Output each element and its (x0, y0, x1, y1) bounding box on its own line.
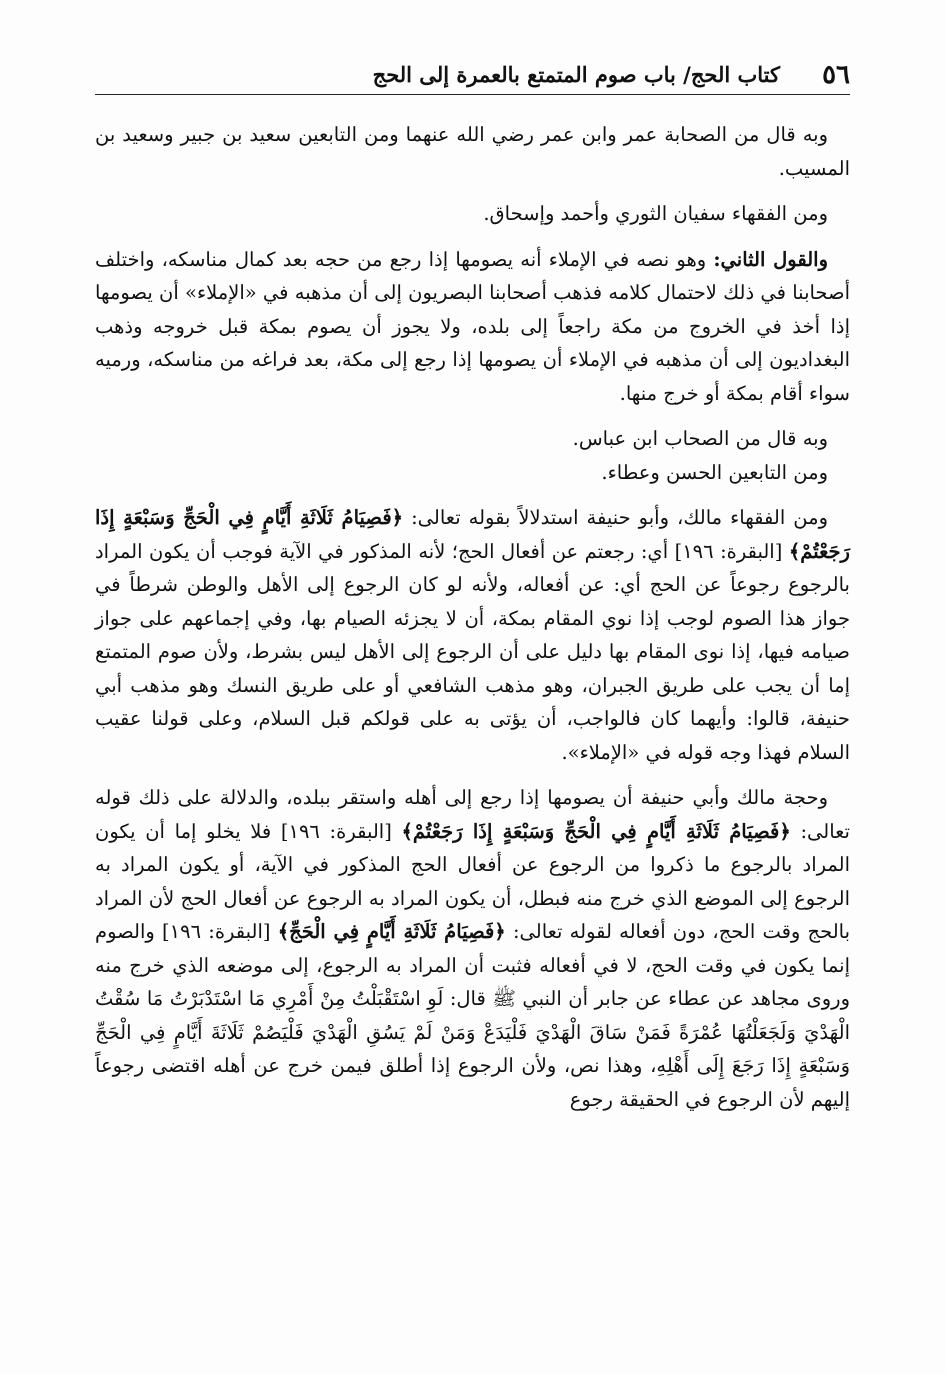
paragraph-text: ، وهذا نص، ولأن الرجوع إذا أطلق فيمن خرج عن أهله اقتضى رجوعاً إليهم لأن الرجوع في الحقيقة رجوع (95, 1054, 850, 1111)
second-opinion-label: والقول الثاني: (713, 247, 829, 271)
paragraph-text: ومن الفقهاء مالك، وأبو حنيفة استدلالاً بقوله تعالى: (403, 506, 828, 529)
paragraph-2 (95, 197, 850, 231)
paragraph-text: وحجة مالك وأبي حنيفة أن يصومها إذا رجع إلى أهله واستقر ببلده، والدلالة على ذلك قوله تعالى: (95, 786, 850, 843)
paragraph-text: وبه قال من الصحابة عمر وابن عمر رضي الله عنهما ومن التابعين سعيد بن جبير وسعيد بن المسيب. (95, 123, 850, 180)
paragraph-text: [البقرة: ١٩٦] فلا يخلو إما أن يكون المراد بالرجوع ما ذكروا من الرجوع عن أفعال الحج المذكور في الآية، أو يكون المراد به الرجوع إلى الموضع الذي خرج منه فبطل، أن يكون المراد به الرجوع عن أفعال الحج لأن المراد بالحج وقت الحج، دون أفعاله لقوله تعالى: (95, 819, 851, 943)
paragraph-text: ومن التابعين الحسن وعطاء. (601, 460, 828, 484)
paragraph-text: وهو نصه في الإملاء أنه يصومها إذا رجع من حجه بعد كمال مناسكه، واختلف أصحابنا في ذلك لاحتمال كلامه فذهب أصحابنا البصريون إلى أن مذهبه في «الإملاء» أن يصومها إذا أخذ في الخروج من مكة راجعاً إلى بلده، ولا يجوز أن يصوم بمكة قبل خروجه وذهب البغداديون إلى أن مذهبه في الإملاء أن يصومها إذا رجع إلى مكة، بعد فراغه من مناسكه، ورميه سواء أقام بمكة أو خرج منها. (95, 247, 850, 405)
paragraph-3 (95, 243, 850, 411)
paragraph-1 (95, 118, 850, 185)
paragraph-text: ومن الفقهاء سفيان الثوري وأحمد وإسحاق. (483, 202, 828, 225)
running-title: كتاب الحج/ باب صوم المتمتع بالعمرة إلى الحج (372, 62, 780, 87)
paragraph-5 (95, 456, 850, 490)
paragraph-text: [البقرة: ١٩٦] أي: رجعتم عن أفعال الحج؛ لأنه المذكور في الآية فوجب أن يكون المراد بالرجوع رجوعاً عن الحج أي: عن أفعاله، ولأنه لو كان الرجوع إلى الأهل والوطن شرطاً في جواز هذا الصوم لوجب إذا نوي المقام بمكة، أن لا يجزئه الصيام بها، وفي إجماعهم على جواز صيامه فيها، إذا نوى المقام بها دليل على أن الرجوع إلى الأهل ليس بشرط، ولأن صوم المتمتع إما أن يجب على طريق الجبران، وهو مذهب الشافعي أو على طريق النسك وهو مذهب أبي حنيفة، قالوا: وأيهما كان فالواجب، أن يؤتى به على قولكم قبل السلام، وعلى قولنا عقيب السلام فهذا وجه قوله في «الإملاء». (95, 539, 850, 764)
page-body (95, 118, 850, 1116)
paragraph-6 (95, 501, 850, 769)
quran-verse: ﴿فَصِيَامُ ثَلَاثَةِ أَيَّامٍ فِي الْحَجِّ﴾ (277, 920, 506, 943)
quran-verse: ﴿فَصِيَامُ ثَلَاثَةِ أَيَّامٍ فِي الْحَجِّ وَسَبْعَةٍ إِذَا رَجَعْتُمْ﴾ (401, 819, 791, 843)
quran-verse: ﴿فَصِيَامُ ثَلَاثَةِ أَيَّامٍ فِي الْحَجِّ وَسَبْعَةٍ إِذَا رَجَعْتُمْ﴾ (95, 506, 850, 563)
header-rule (95, 94, 850, 95)
paragraph-4 (95, 422, 850, 456)
hadith-quote: لَوِ اسْتَقْبَلْتُ مِنْ أَمْرِي مَا اسْتَدْبَرْتُ مَا سُقْتُ الْهَدْيَ وَلَجَعَلْتُهَا عُمْرَةً فَمَنْ سَاقَ الْهَدْيَ فَلْيَدَعْ وَمَنْ لَمْ يَسُقِ الْهَدْيَ فَلْيَصُمْ ثَلَاثَةَ أَيَّامٍ فِي الْحَجِّ وَسَبْعَةٍ إِذَا رَجَعَ إِلَى أَهْلِهِ (95, 987, 851, 1077)
paragraph-text: وبه قال من الصحاب ابن عباس. (572, 427, 828, 450)
page-number: ٥٦ (822, 60, 850, 90)
paragraph-text: [البقرة: ١٩٦] والصوم إنما يكون في وقت الحج، لا في أفعاله فثبت أن المراد به الرجوع، إلى موضعه الذي خرج منه وروى مجاهد عن عطاء عن جابر أن النبي ﷺ قال: (95, 920, 850, 1010)
page-header (95, 58, 850, 98)
paragraph-7 (95, 781, 850, 1116)
